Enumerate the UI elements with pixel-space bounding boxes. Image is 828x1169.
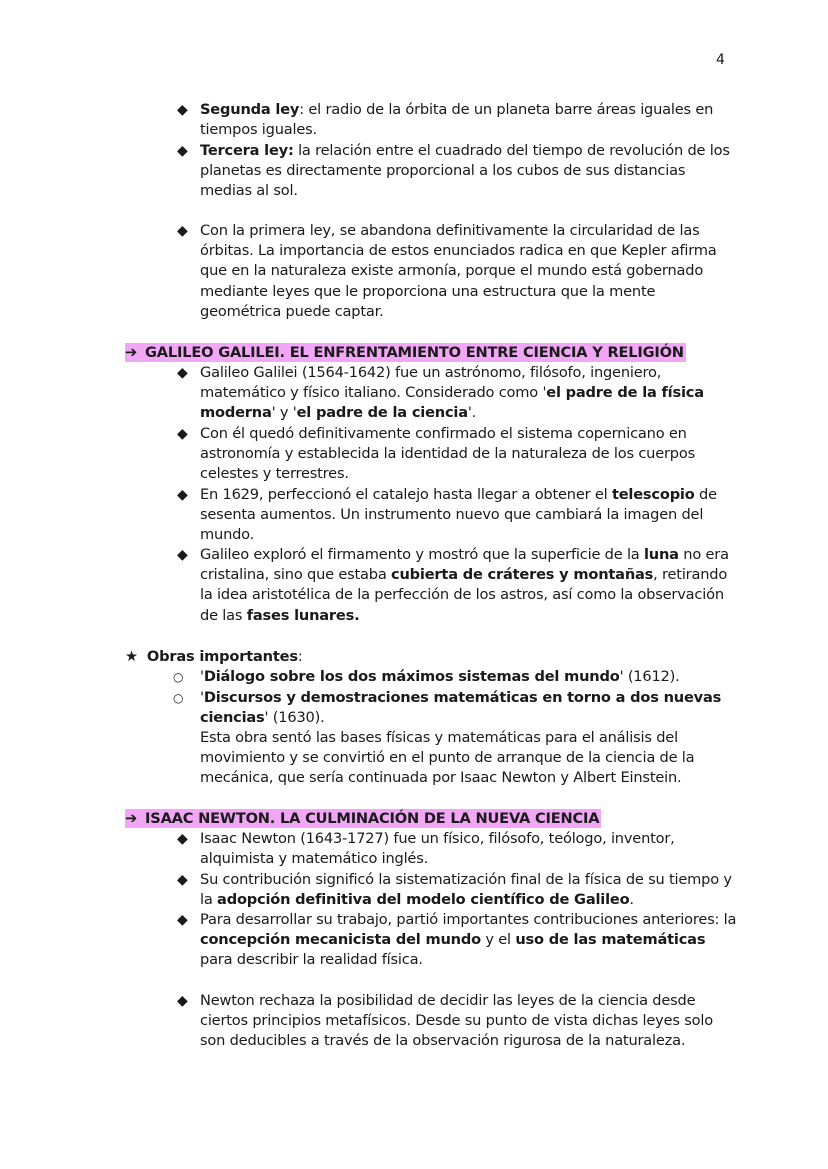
- diamond-bullet-icon: ◆: [177, 102, 188, 118]
- diamond-bullet-icon: ◆: [177, 872, 188, 888]
- section-heading-galileo: [125, 343, 686, 364]
- list-item-galileo-bio: ◆ Galileo Galilei (1564-1642) fue un astrónomo, filósofo, ingeniero, matemático y físico italiano. Considerado como 'el padre de la física moderna' y 'el padre de la ciencia'.: [177, 364, 704, 422]
- diamond-bullet-icon: ◆: [177, 143, 188, 159]
- diamond-bullet-icon: ◆: [177, 993, 188, 1009]
- obra-item-dialogo: ○ 'Diálogo sobre los dos máximos sistemas del mundo' (1612).: [200, 667, 740, 687]
- page-number: 4: [716, 52, 725, 68]
- arrow-right-icon: ➔: [125, 344, 138, 361]
- list-item-tercera-ley: ◆ Tercera ley: la relación entre el cuadrado del tiempo de revolución de los planetas es directamente proporcional a los cubos de sus distancias medias al sol.: [177, 142, 730, 200]
- diamond-bullet-icon: ◆: [177, 547, 188, 563]
- diamond-bullet-icon: ◆: [177, 487, 188, 503]
- obra-description: Esta obra sentó las bases físicas y matemáticas para el análisis del movimiento y se convirtió en el punto de arranque de la ciencia de la mecánica, que sería continuada por Isaac Newton y Albert Einstein.: [200, 729, 695, 787]
- list-item-kepler-conclusion: ◆ Con la primera ley, se abandona definitivamente la circularidad de las órbitas. La importancia de estos enunciados radica en que Kepler afirma que en la naturaleza existe armonía, porque el mundo está gobernado mediante leyes que le proporciona una estructura que la mente geométrica puede captar.: [177, 222, 717, 320]
- star-icon: ★: [125, 648, 138, 665]
- arrow-right-icon: ➔: [125, 810, 138, 827]
- list-item-newton-bio: ◆ Isaac Newton (1643-1727) fue un físico, filósofo, teólogo, inventor, alquimista y matemático inglés.: [177, 830, 675, 868]
- list-item-galileo-copernicano: ◆ Con él quedó definitivamente confirmado el sistema copernicano en astronomía y establecida la identidad de la naturaleza de los cuerpos celestes y terrestres.: [177, 425, 695, 483]
- diamond-bullet-icon: ◆: [177, 912, 188, 928]
- list-item-segunda-ley: ◆ Segunda ley: el radio de la órbita de un planeta barre áreas iguales en tiempos iguales.: [177, 101, 714, 139]
- diamond-bullet-icon: ◆: [177, 223, 188, 239]
- obras-heading: ★ Obras importantes:: [125, 648, 303, 665]
- section-heading-newton: [125, 809, 601, 830]
- diamond-bullet-icon: ◆: [177, 426, 188, 442]
- heading-text: ISAAC NEWTON. LA CULMINACIÓN DE LA NUEVA CIENCIA: [145, 810, 600, 827]
- circle-bullet-icon: ○: [173, 670, 184, 684]
- heading-text: GALILEO GALILEI. EL ENFRENTAMIENTO ENTRE CIENCIA Y RELIGIÓN: [145, 344, 684, 361]
- term-segunda-ley: Segunda ley: [200, 101, 300, 118]
- obra-item-discursos: ○ 'Discursos y demostraciones matemáticas en torno a dos nuevas ciencias' (1630).: [173, 689, 722, 727]
- circle-bullet-icon: ○: [173, 691, 184, 705]
- list-item-galileo-luna: ◆ Galileo exploró el firmamento y mostró que la superficie de la luna no era cristalina, sino que estaba cubierta de cráteres y montañas, retirando la idea aristotélica de la perfección de los astros, así como la observación de las fases lunares.: [177, 546, 729, 624]
- list-item-galileo-telescopio: ◆ En 1629, perfeccionó el catalejo hasta llegar a obtener el telescopio de sesenta aumentos. Un instrumento nuevo que cambiará la imagen del mundo.: [177, 486, 717, 544]
- diamond-bullet-icon: ◆: [177, 831, 188, 847]
- list-item-newton-contribucion: ◆ Su contribución significó la sistematización final de la física de su tiempo y la adopción definitiva del modelo científico de Galileo.: [177, 871, 732, 909]
- term-tercera-ley: Tercera ley:: [200, 142, 294, 159]
- list-item-newton-trabajo: ◆ Para desarrollar su trabajo, partió importantes contribuciones anteriores: la concepción mecanicista del mundo y el uso de las matemáticas para describir la realidad física.: [177, 911, 737, 969]
- diamond-bullet-icon: ◆: [177, 365, 188, 381]
- list-item-newton-metafisica: ◆ Newton rechaza la posibilidad de decidir las leyes de la ciencia desde ciertos principios metafísicos. Desde su punto de vista dichas leyes solo son deducibles a través de la observación rigurosa de la naturaleza.: [177, 992, 713, 1050]
